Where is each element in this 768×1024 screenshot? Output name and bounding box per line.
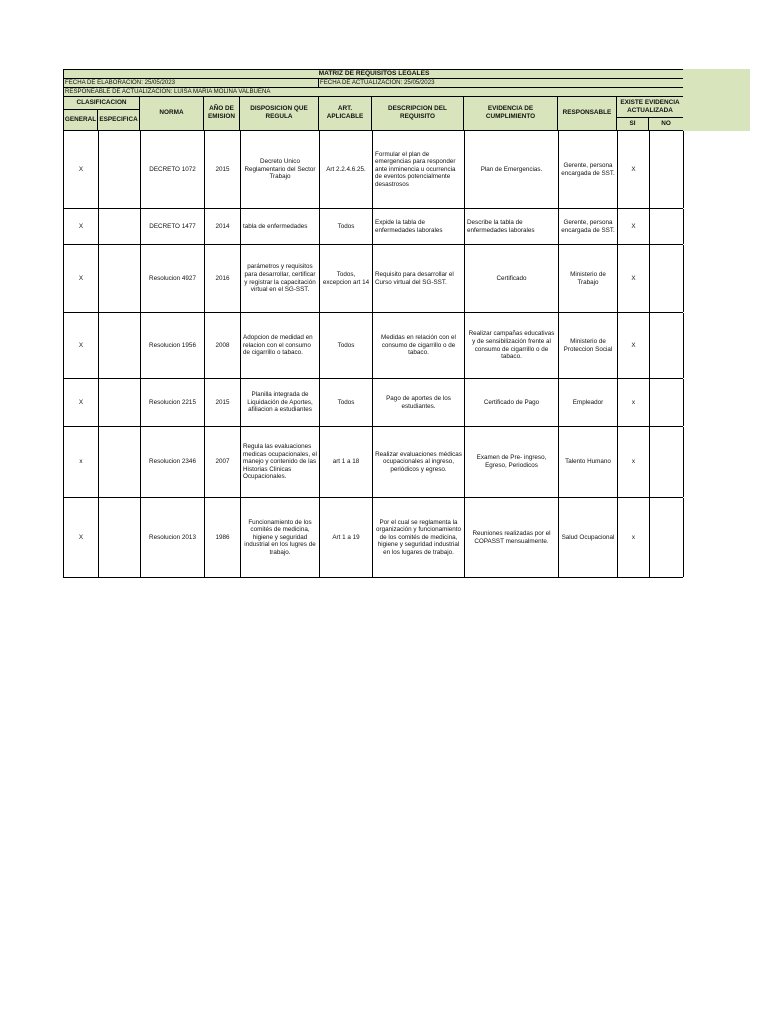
cell-evidencia: Examen de Pre- ingreso, Egreso, Periodicos bbox=[465, 427, 559, 497]
cell-norma: DECRETO 1477 bbox=[141, 209, 205, 244]
header-existe-evidencia: EXISTE EVIDENCIA ACTUALIZADA bbox=[617, 96, 683, 118]
table-row bbox=[63, 209, 683, 244]
matrix-title: MATRIZ DE REQUISITOS LEGALES bbox=[318, 69, 430, 77]
header-clasificacion: CLASIFICACION bbox=[63, 96, 140, 110]
cell-general: X bbox=[64, 131, 99, 208]
cell-si: x bbox=[618, 379, 650, 426]
cell-general: x bbox=[64, 427, 99, 497]
header-evidencia: EVIDENCIA DE CUMPLIMIENTO bbox=[464, 96, 558, 130]
cell-general: X bbox=[64, 313, 99, 378]
table-row bbox=[63, 379, 683, 426]
header-responsable: RESPONSABLE bbox=[558, 96, 617, 130]
header-anio: AÑO DE EMISION bbox=[204, 96, 240, 130]
responsable-actualizacion: RESPONEABLE DE ACTUALIZACION: LUISA MARIA MOLINA VALBUENA bbox=[65, 87, 271, 95]
cell-descripcion: Pago de aportes de los estudiantes. bbox=[373, 379, 465, 426]
cell-responsable: Gerente, persona encargada de SST. bbox=[559, 209, 618, 244]
cell-disposicion: Planilla integrada de Liquidación de Aportes, afiliacion a estudiantes bbox=[241, 379, 320, 426]
cell-disposicion: Adopcion de medidad en relacion con el consumo de cigarrillo o tabaco. bbox=[241, 313, 320, 378]
cell-articulo: Todos bbox=[320, 379, 373, 426]
cell-no bbox=[650, 313, 684, 378]
cell-disposicion: parámetros y requisitos para desarrollar, certificar y registrar la capacitación virtual en el SG-SST. bbox=[241, 245, 320, 312]
cell-anio: 2007 bbox=[205, 427, 241, 497]
cell-si: X bbox=[618, 209, 650, 244]
meta-row-responsable bbox=[63, 87, 683, 96]
fecha-elaboracion: FECHA DE ELABORACION: 25/05/2023 bbox=[64, 78, 319, 87]
cell-articulo: Todos bbox=[320, 209, 373, 244]
cell-responsable: Ministerio de Trabajo bbox=[559, 245, 618, 312]
cell-descripcion: Realizar evaluaciones médicas ocupacionales al ingreso, periódicos y egreso. bbox=[373, 427, 465, 497]
cell-responsable: Salud Ocupacional bbox=[559, 498, 618, 577]
cell-articulo: art 1 a 18 bbox=[320, 427, 373, 497]
cell-disposicion: Funcionamiento de los comités de medicina, higiene y seguridad industrial en los lugres de trabajo. bbox=[241, 498, 320, 577]
cell-evidencia: Realizar campañas educativas y de sensibilización frente al consumo de cigarrillo o de tabaco. bbox=[465, 313, 559, 378]
cell-responsable: Talento Humano bbox=[559, 427, 618, 497]
cell-disposicion: tabla de enfermedades bbox=[241, 209, 320, 244]
cell-no bbox=[650, 245, 684, 312]
title-row bbox=[63, 69, 683, 78]
header-no: NO bbox=[661, 120, 671, 128]
cell-norma: DECRETO 1072 bbox=[141, 131, 205, 208]
cell-evidencia: Describe la tabla de enfermedades laborales bbox=[465, 209, 559, 244]
cell-evidencia: Certificado de Pago bbox=[465, 379, 559, 426]
cell-anio: 2008 bbox=[205, 313, 241, 378]
cell-especifica bbox=[99, 498, 141, 577]
cell-general: X bbox=[64, 379, 99, 426]
cell-general: X bbox=[64, 498, 99, 577]
cell-si: x bbox=[618, 498, 650, 577]
cell-norma: Resolucion 2346 bbox=[141, 427, 205, 497]
cell-si: X bbox=[618, 313, 650, 378]
cell-evidencia: Plan de Emergencias. bbox=[465, 131, 559, 208]
cell-si: x bbox=[618, 427, 650, 497]
cell-descripcion: Expide la tabla de enfermedades laborales bbox=[373, 209, 465, 244]
column-header-row bbox=[63, 96, 683, 130]
cell-no bbox=[650, 498, 684, 577]
cell-anio: 2014 bbox=[205, 209, 241, 244]
cell-norma: Resolucion 2215 bbox=[141, 379, 205, 426]
cell-norma: Resolucion 1956 bbox=[141, 313, 205, 378]
header-especifica: ESPECIFICA bbox=[98, 110, 140, 130]
cell-articulo: Art 1 a 19 bbox=[320, 498, 373, 577]
table-row bbox=[63, 313, 683, 378]
fecha-actualizacion: FECHA DE ACTUALIZACION: 25/05/2023 bbox=[320, 78, 435, 86]
cell-anio: 1986 bbox=[205, 498, 241, 577]
cell-descripcion: Formular el plan de emergencias para responder ante inminencia u ocurrencia de eventos potencialmente desastrosos bbox=[373, 131, 465, 208]
cell-evidencia: Certificado bbox=[465, 245, 559, 312]
cell-anio: 2016 bbox=[205, 245, 241, 312]
header-norma: NORMA bbox=[140, 96, 204, 130]
table-row bbox=[63, 131, 683, 208]
cell-disposicion: Decreto Unico Reglamentario del Sector Trabajo bbox=[241, 131, 320, 208]
cell-especifica bbox=[99, 427, 141, 497]
cell-evidencia: Reuniones realizadas por el COPASST mensualmente. bbox=[465, 498, 559, 577]
cell-responsable: Empleador bbox=[559, 379, 618, 426]
header-disposicion: DISPOSICION QUE REGULA bbox=[240, 96, 319, 130]
cell-si: X bbox=[618, 245, 650, 312]
table-row bbox=[63, 245, 683, 312]
cell-descripcion: Por el cual se reglamenta la organización y funcionamiento de los comités de medicina, higiene y seguridad industrial en los lugares de trabajo. bbox=[373, 498, 465, 577]
cell-especifica bbox=[99, 313, 141, 378]
table-row bbox=[63, 427, 683, 497]
cell-general: X bbox=[64, 209, 99, 244]
cell-descripcion: Requisito para desarrollar el Curso virtual del SG-SST. bbox=[373, 245, 465, 312]
cell-disposicion: Regula las evaluaciones medicas ocupacionales, el manejo y contenido de las Historias Clinicas Ocupacionales. bbox=[241, 427, 320, 497]
cell-especifica bbox=[99, 209, 141, 244]
header-descripcion: DESCRIPCION DEL REQUISITO bbox=[372, 96, 464, 130]
cell-anio: 2015 bbox=[205, 131, 241, 208]
cell-norma: Resolucion 4927 bbox=[141, 245, 205, 312]
meta-row-dates bbox=[63, 78, 683, 87]
header-general: GENERAL bbox=[63, 110, 98, 130]
cell-especifica bbox=[99, 379, 141, 426]
cell-articulo: Art 2.2.4.6.25. bbox=[320, 131, 373, 208]
cell-no bbox=[650, 131, 684, 208]
cell-especifica bbox=[99, 245, 141, 312]
cell-si: X bbox=[618, 131, 650, 208]
cell-especifica bbox=[99, 131, 141, 208]
row-divider bbox=[63, 577, 683, 578]
cell-articulo: Todos, excepcion art 14 bbox=[320, 245, 373, 312]
cell-no bbox=[650, 427, 684, 497]
cell-descripcion: Medidas en relación con el consumo de cigarrillo o de tabaco. bbox=[373, 313, 465, 378]
header-si: SI bbox=[617, 118, 649, 130]
cell-articulo: Todos bbox=[320, 313, 373, 378]
table-row bbox=[63, 498, 683, 577]
cell-no bbox=[650, 209, 684, 244]
cell-anio: 2015 bbox=[205, 379, 241, 426]
cell-no bbox=[650, 379, 684, 426]
cell-general: X bbox=[64, 245, 99, 312]
header-articulo: ART. APLICABLE bbox=[319, 96, 372, 130]
cell-norma: Resolucion 2013 bbox=[141, 498, 205, 577]
cell-responsable: Gerente, persona encargada de SST. bbox=[559, 131, 618, 208]
cell-responsable: Ministerio de Proteccion Social bbox=[559, 313, 618, 378]
